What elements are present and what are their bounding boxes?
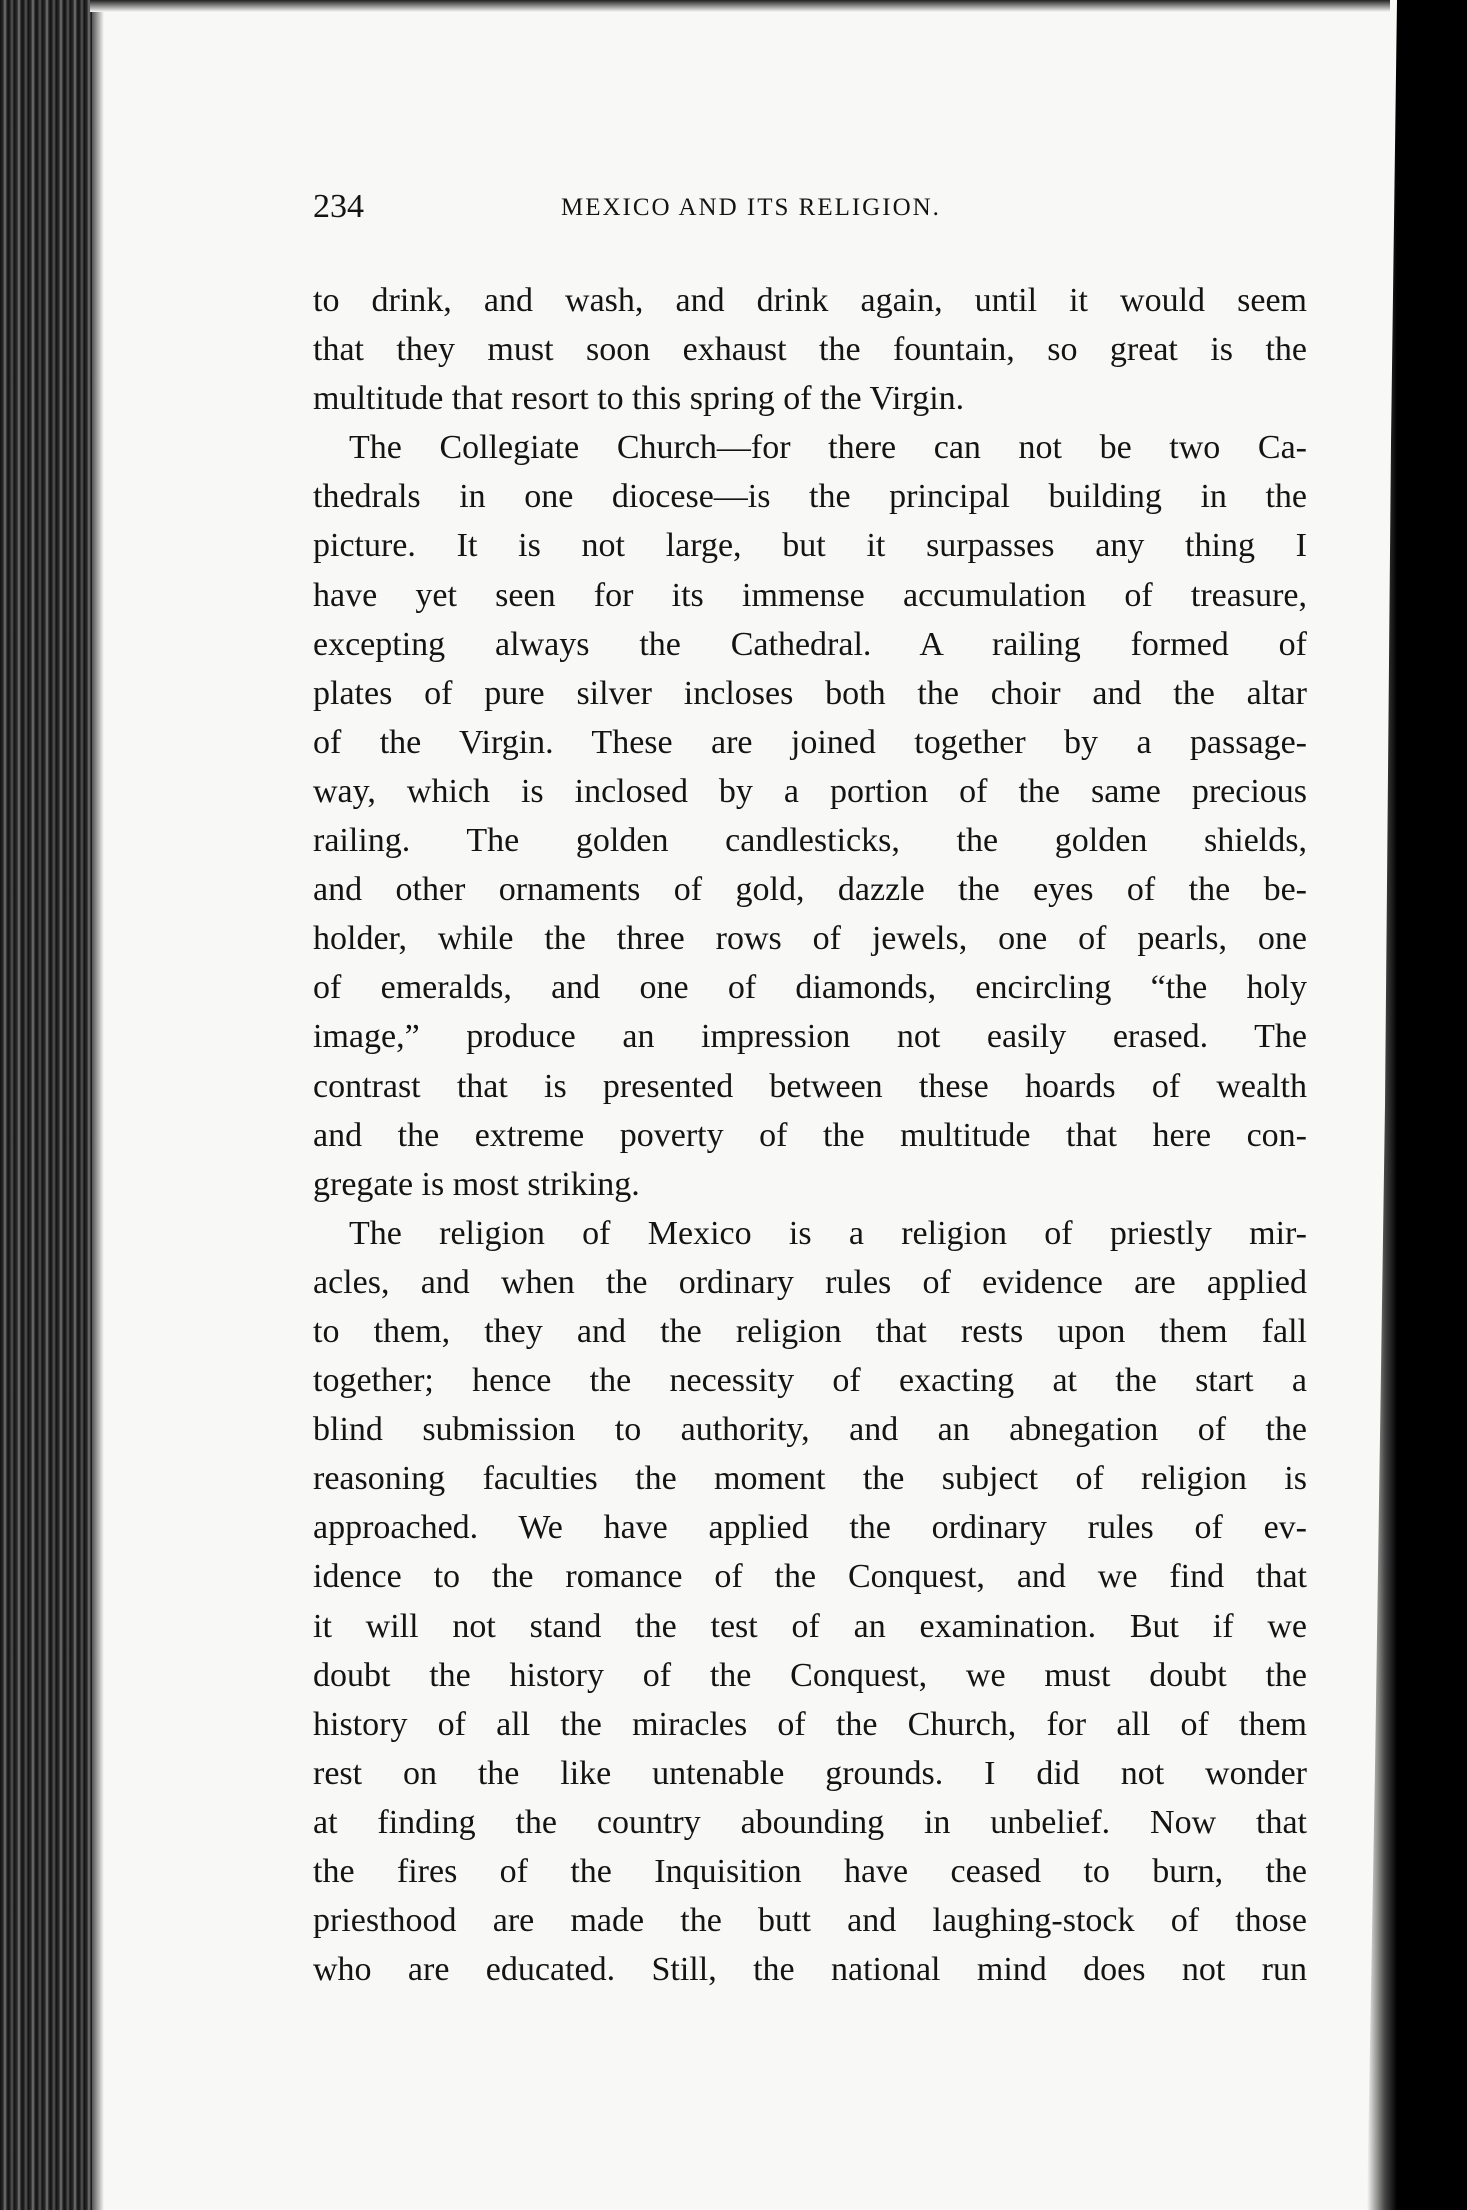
text-line: of emeralds, and one of diamonds, encircling “the holy (313, 969, 1307, 1007)
text-line: history of all the miracles of the Church, for all of them (313, 1705, 1307, 1743)
text-line: and other ornaments of gold, dazzle the eyes of the be- (313, 871, 1307, 909)
text-line: that they must soon exhaust the fountain, so great is the (313, 331, 1307, 369)
body-text (313, 276, 1307, 1994)
text-line: have yet seen for its immense accumulation of treasure, (313, 576, 1307, 614)
text-line: it will not stand the test of an examination. But if we (313, 1607, 1307, 1645)
text-line: gregate is most striking. (313, 1165, 640, 1203)
text-line: image,” produce an impression not easily erased. The (313, 1018, 1307, 1056)
text-line: at finding the country abounding in unbelief. Now that (313, 1803, 1307, 1841)
paragraph (313, 1209, 1307, 1995)
text-line: to drink, and wash, and drink again, until it would seem (313, 282, 1307, 319)
text-line: contrast that is presented between these hoards of wealth (313, 1067, 1307, 1105)
text-line: reasoning faculties the moment the subject of religion is (313, 1460, 1307, 1498)
text-line: doubt the history of the Conquest, we must doubt the (313, 1656, 1307, 1694)
text-line: priesthood are made the butt and laughing-stock of those (313, 1902, 1307, 1940)
paragraph (313, 423, 1307, 1209)
right-page-shadow (1367, 0, 1467, 2210)
text-line: multitude that resort to this spring of the Virgin. (313, 380, 965, 418)
page-number: 234 (313, 188, 364, 225)
text-line: together; hence the necessity of exacting at the start a (313, 1362, 1307, 1400)
text-line: and the extreme poverty of the multitude that here con- (313, 1116, 1307, 1154)
text-line: railing. The golden candlesticks, the golden shields, (313, 822, 1307, 860)
text-line: blind submission to authority, and an abnegation of the (313, 1411, 1307, 1449)
page-header (313, 188, 1113, 238)
binding-shadow (92, 0, 104, 2210)
text-line: plates of pure silver incloses both the choir and the altar (313, 674, 1307, 712)
text-line: to them, they and the religion that rests upon them fall (313, 1312, 1307, 1350)
text-line: who are educated. Still, the national mind does not run (313, 1951, 1307, 1989)
top-page-edge (90, 0, 1390, 12)
book-binding-edge (0, 0, 92, 2210)
text-line: excepting always the Cathedral. A railing formed of (313, 625, 1307, 663)
running-head: MEXICO AND ITS RELIGION. (561, 194, 941, 221)
text-line: picture. It is not large, but it surpasses any thing I (313, 527, 1307, 565)
text-line: of the Virgin. These are joined together by a passage- (313, 723, 1307, 761)
text-line: The Collegiate Church—for there can not be two Ca- (349, 429, 1307, 467)
text-line: The religion of Mexico is a religion of priestly mir- (349, 1214, 1307, 1252)
text-line: the fires of the Inquisition have ceased to burn, the (313, 1853, 1307, 1890)
text-line: rest on the like untenable grounds. I did not wonder (313, 1754, 1307, 1792)
paragraph (313, 276, 1307, 423)
text-line: holder, while the three rows of jewels, one of pearls, one (313, 920, 1307, 958)
text-line: idence to the romance of the Conquest, and we find that (313, 1558, 1307, 1596)
text-line: acles, and when the ordinary rules of evidence are applied (313, 1263, 1307, 1301)
text-line: approached. We have applied the ordinary rules of ev- (313, 1509, 1307, 1547)
text-line: way, which is inclosed by a portion of the same precious (313, 772, 1307, 810)
text-line: thedrals in one diocese—is the principal building in the (313, 478, 1307, 516)
